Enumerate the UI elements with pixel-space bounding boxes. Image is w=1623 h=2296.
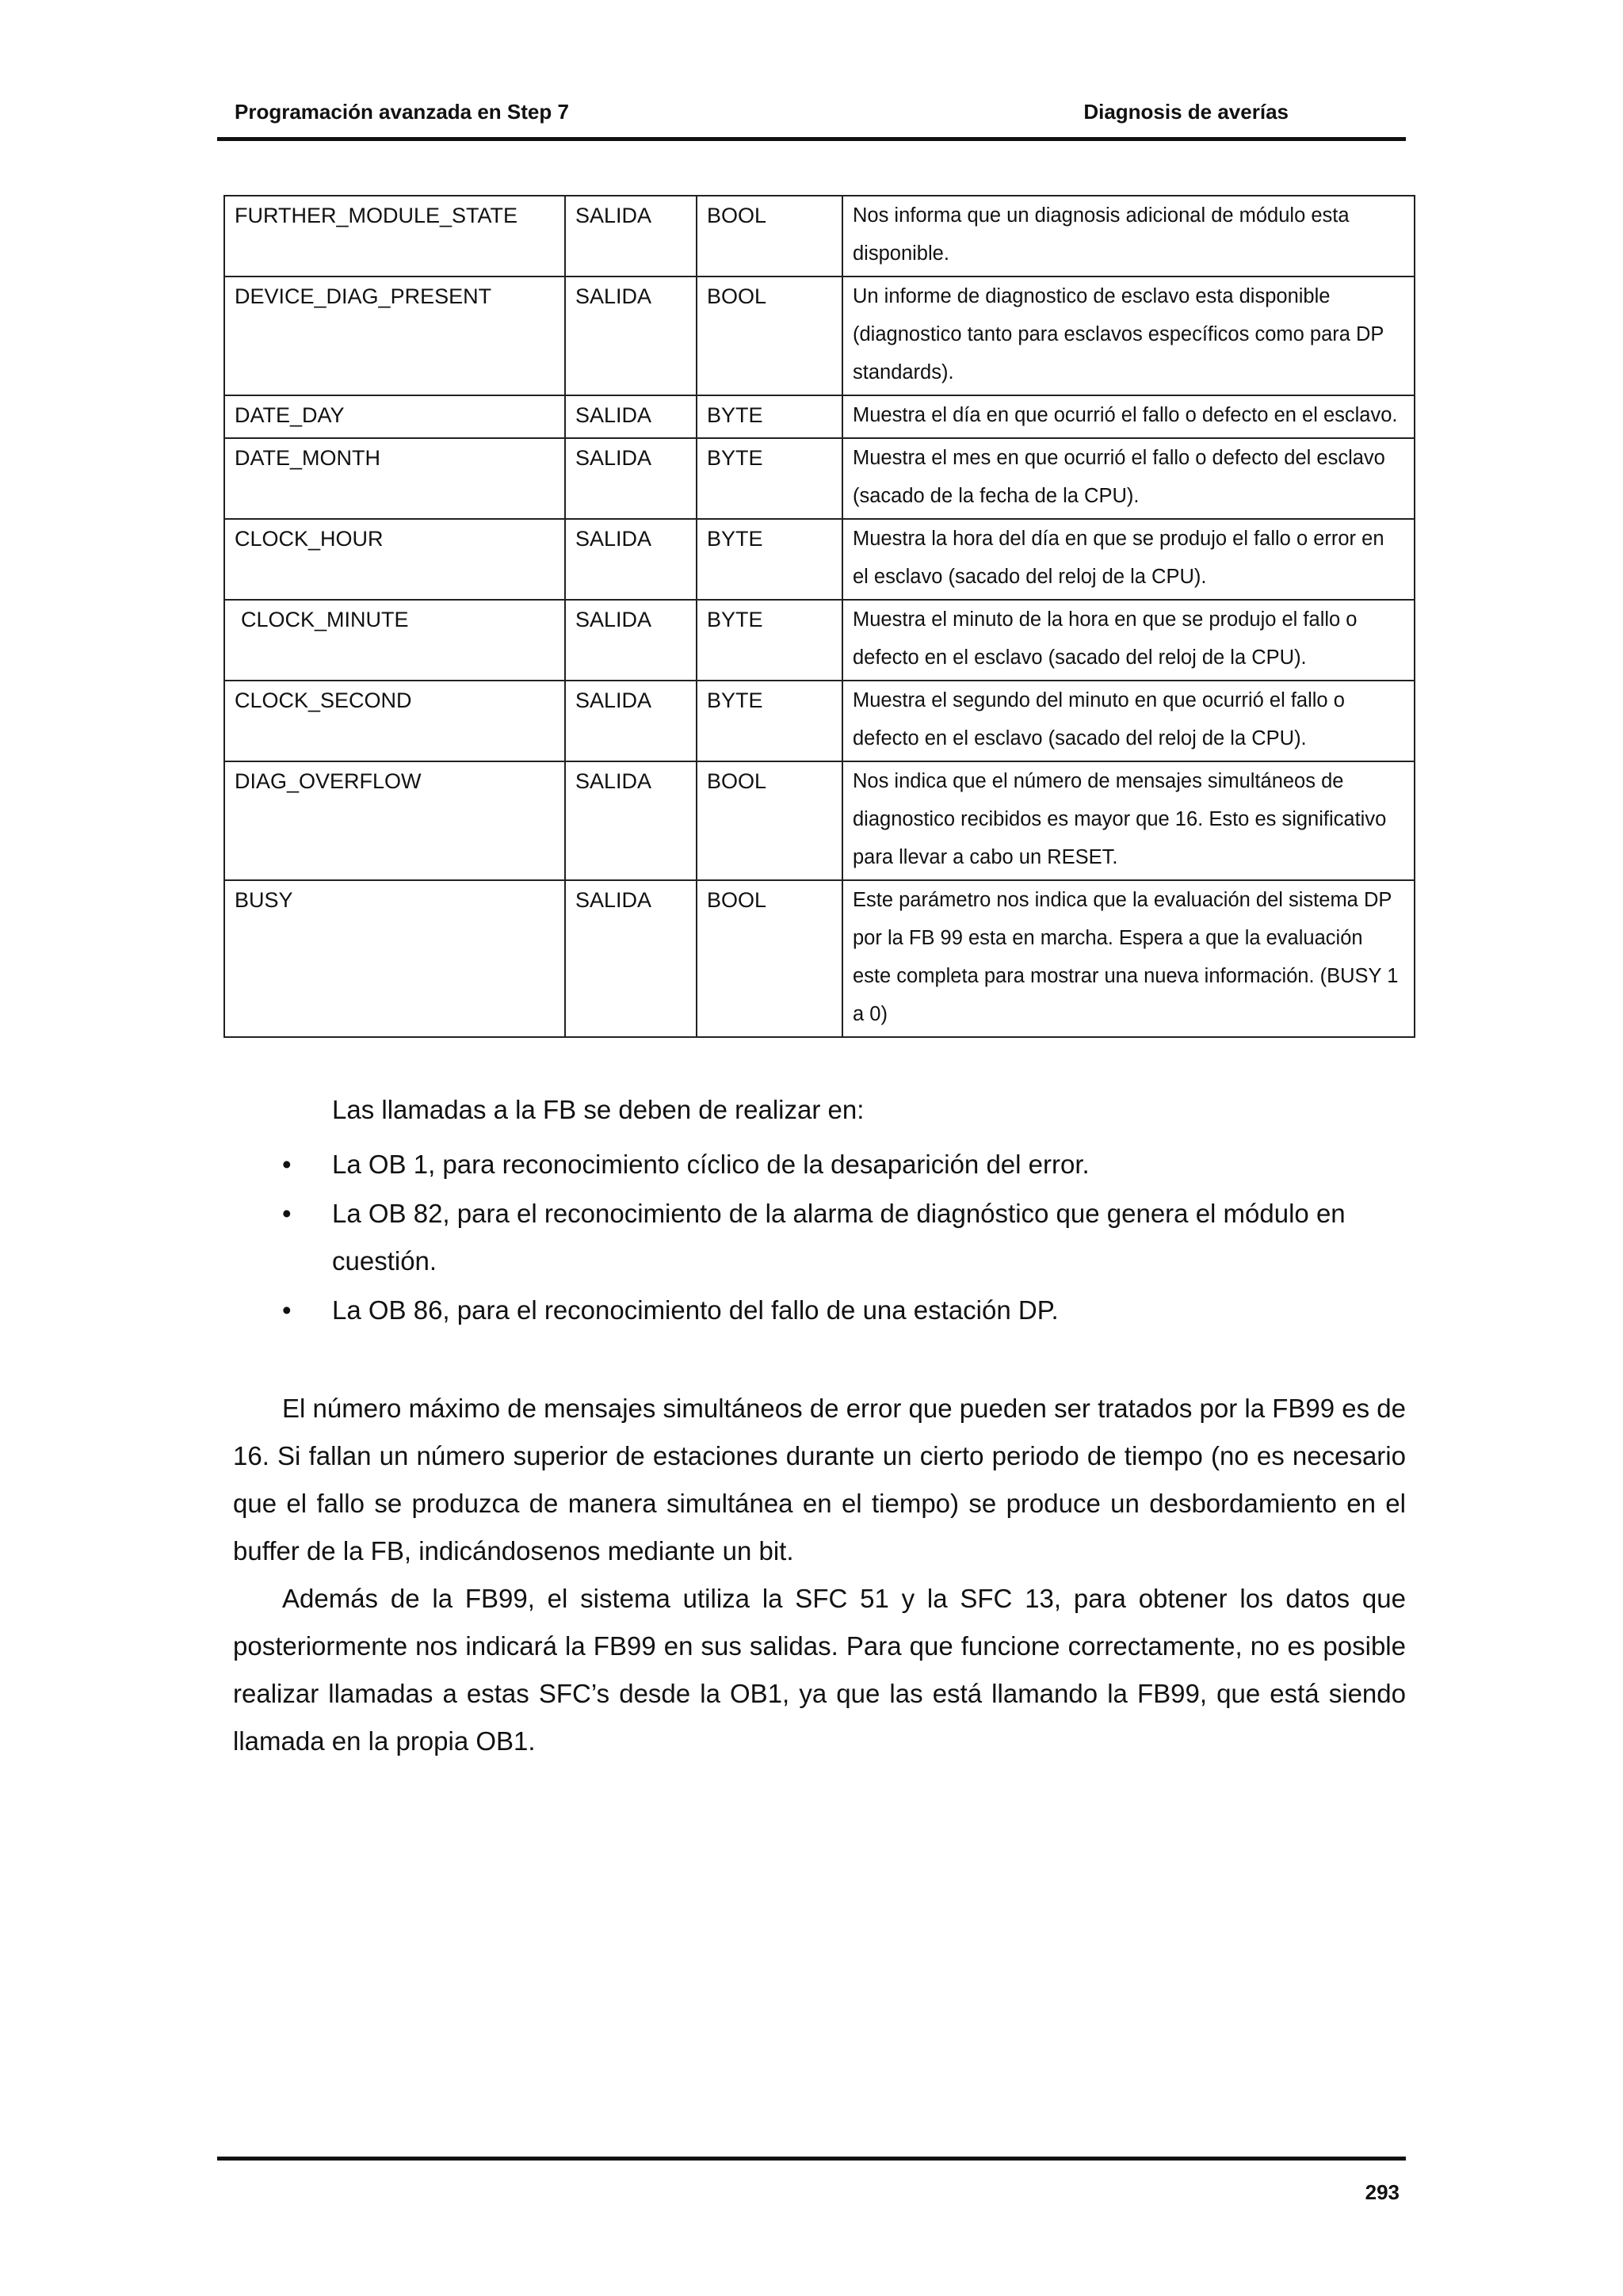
param-type: BYTE [697, 438, 842, 519]
param-description: Muestra el minuto de la hora en que se produjo el fallo o defecto en el esclavo (sacado del reloj de la CPU). [842, 600, 1415, 681]
param-description: Muestra la hora del día en que se produjo el fallo o error en el esclavo (sacado del reloj de la CPU). [842, 519, 1415, 600]
param-name: DEVICE_DIAG_PRESENT [224, 277, 565, 395]
param-direction: SALIDA [565, 761, 697, 880]
list-item [282, 1190, 1407, 1285]
param-name: BUSY [224, 880, 565, 1037]
param-name: CLOCK_SECOND [224, 681, 565, 761]
table-row [224, 277, 1415, 395]
param-description: Nos indica que el número de mensajes simultáneos de diagnostico recibidos es mayor que 16. Esto es significativo para llevar a cabo un RESET. [842, 761, 1415, 880]
table-row [224, 519, 1415, 600]
list-item [282, 1287, 1407, 1334]
page-header [217, 95, 1406, 143]
bullet-marker: • [282, 1199, 292, 1228]
param-direction: SALIDA [565, 681, 697, 761]
param-description: Muestra el segundo del minuto en que ocurrió el fallo o defecto en el esclavo (sacado del reloj de la CPU). [842, 681, 1415, 761]
param-direction: SALIDA [565, 196, 697, 277]
table-row [224, 681, 1415, 761]
body-paragraph: El número máximo de mensajes simultáneos de error que pueden ser tratados por la FB99 es de 16. Si fallan un número superior de estaciones durante un cierto periodo de tiempo (no es necesario que el fallo se produzca de manera simultánea en el tiempo) se produce un desbordamiento en el buffer de la FB, indicándosenos mediante un bit. [233, 1394, 1406, 1566]
header-chapter-title: Diagnosis de averías [1083, 100, 1289, 124]
table-row [224, 600, 1415, 681]
param-direction: SALIDA [565, 519, 697, 600]
param-type: BOOL [697, 880, 842, 1037]
list-item [282, 1141, 1407, 1188]
param-description: Muestra el día en que ocurrió el fallo o defecto en el esclavo. [842, 395, 1415, 438]
body-paragraph: Además de la FB99, el sistema utiliza la SFC 51 y la SFC 13, para obtener los datos que posteriormente nos indicará la FB99 en sus salidas. Para que funcione correctamente, no es posible realizar llamadas a estas SFC’s desde la OB1, ya que las está llamando la FB99, que está siendo llamada en la propia OB1. [233, 1584, 1406, 1756]
param-description: Nos informa que un diagnosis adicional de módulo esta disponible. [842, 196, 1415, 277]
bullet-list-intro: Las llamadas a la FB se deben de realizar en: [332, 1095, 865, 1124]
param-type: BYTE [697, 681, 842, 761]
param-direction: SALIDA [565, 880, 697, 1037]
param-name: FURTHER_MODULE_STATE [224, 196, 565, 277]
param-name: CLOCK_HOUR [224, 519, 565, 600]
list-item-text: La OB 1, para reconocimiento cíclico de la desaparición del error. [332, 1150, 1090, 1179]
header-book-title: Programación avanzada en Step 7 [235, 100, 569, 124]
page-number: 293 [1365, 2180, 1400, 2204]
header-rule [217, 137, 1406, 141]
table-row [224, 196, 1415, 277]
param-name: CLOCK_MINUTE [224, 600, 565, 681]
table-row [224, 761, 1415, 880]
param-description: Este parámetro nos indica que la evaluación del sistema DP por la FB 99 esta en marcha. Espera a que la evaluación este completa para mostrar una nueva información. (BUSY 1 a 0) [842, 880, 1415, 1037]
param-description: Muestra el mes en que ocurrió el fallo o defecto del esclavo (sacado de la fecha de la CPU). [842, 438, 1415, 519]
param-type: BYTE [697, 395, 842, 438]
footer-rule [217, 2157, 1406, 2161]
param-description: Un informe de diagnostico de esclavo esta disponible (diagnostico tanto para esclavos específicos como para DP standards). [842, 277, 1415, 395]
table-row [224, 880, 1415, 1037]
table-row [224, 438, 1415, 519]
param-type: BOOL [697, 196, 842, 277]
param-type: BYTE [697, 600, 842, 681]
param-direction: SALIDA [565, 438, 697, 519]
param-name: DATE_MONTH [224, 438, 565, 519]
table-row [224, 395, 1415, 438]
bullet-list [282, 1141, 1407, 1336]
parameters-table [223, 195, 1415, 1038]
param-type: BYTE [697, 519, 842, 600]
param-type: BOOL [697, 761, 842, 880]
param-type: BOOL [697, 277, 842, 395]
list-item-text: La OB 82, para el reconocimiento de la alarma de diagnóstico que genera el módulo en cuestión. [332, 1199, 1346, 1276]
param-direction: SALIDA [565, 395, 697, 438]
bullet-marker: • [282, 1295, 292, 1325]
bullet-marker: • [282, 1150, 292, 1179]
param-direction: SALIDA [565, 600, 697, 681]
list-item-text: La OB 86, para el reconocimiento del fallo de una estación DP. [332, 1295, 1059, 1325]
param-name: DIAG_OVERFLOW [224, 761, 565, 880]
param-direction: SALIDA [565, 277, 697, 395]
param-name: DATE_DAY [224, 395, 565, 438]
